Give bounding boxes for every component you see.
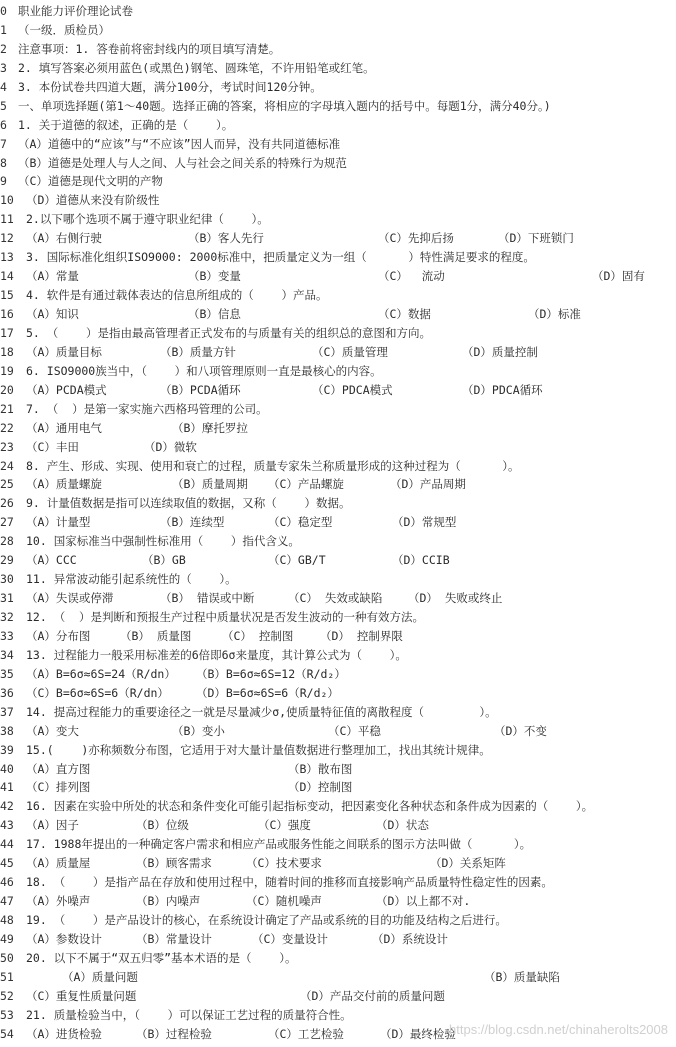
- line-text: （B）质量方针: [160, 344, 236, 359]
- text-line: [0, 324, 676, 343]
- line-text: 10. 国家标准当中强制性标准用（ ）指代含义。: [26, 534, 300, 549]
- line-text: （B）位级: [136, 818, 189, 833]
- line-text: （D） 失败或终止: [408, 591, 503, 606]
- text-line: [0, 2, 676, 21]
- line-number: 34: [0, 647, 14, 662]
- line-number: 20: [0, 382, 14, 397]
- line-number: 26: [0, 496, 14, 511]
- line-number: 25: [0, 477, 14, 492]
- line-text: （D）标准: [528, 307, 581, 321]
- line-number: 35: [0, 666, 14, 681]
- line-text: （B）变小: [172, 723, 225, 738]
- line-text: （B）质量周期: [172, 477, 248, 492]
- line-number: 3: [0, 60, 7, 75]
- text-line: [0, 267, 676, 286]
- line-number: 1: [0, 22, 7, 37]
- line-text: （A）分布图: [26, 628, 91, 643]
- line-text: （C）产品螺旋: [268, 477, 344, 492]
- line-number: 46: [0, 875, 14, 890]
- line-number: 51: [0, 969, 14, 984]
- text-line: [0, 135, 676, 154]
- text-line: [0, 154, 676, 173]
- line-text: （C） 控制图: [222, 628, 294, 643]
- text-line: [0, 419, 676, 438]
- line-number: 37: [0, 704, 14, 719]
- line-number: 50: [0, 950, 14, 965]
- line-number: 2: [0, 41, 7, 56]
- text-line: [0, 968, 676, 987]
- line-text: 一、单项选择题(第1～40题。选择正确的答案，将相应的字母填入题内的括号中。每题1分，满分40分。): [18, 98, 551, 113]
- line-text: （B） 质量图: [120, 628, 192, 643]
- line-text: 15.( )亦称频数分布图，它适用于对大量计量值数据进行整理加工，找出其统计规律。: [26, 742, 491, 757]
- line-text: （D）最终检验: [380, 1026, 456, 1041]
- line-text: 18. （ ）是指产品在存放和使用过程中，随着时间的推移而直接影响产品质量特性稳定性的因素。: [26, 875, 553, 890]
- line-text: （B）GB: [142, 553, 186, 568]
- line-text: （C）技术要求: [246, 856, 322, 871]
- line-text: 4. 软件是有通过载体表达的信息所组成的（ ）产品。: [26, 288, 328, 303]
- line-text: （D）产品交付前的质量问题: [300, 988, 445, 1003]
- text-line: [0, 40, 676, 59]
- text-line: [0, 797, 676, 816]
- line-text: （A）进货检验: [26, 1026, 102, 1041]
- line-number: 39: [0, 742, 14, 757]
- line-text: （D）质量控制: [462, 344, 538, 359]
- text-line: [0, 343, 676, 362]
- text-line: [0, 949, 676, 968]
- line-number: 23: [0, 439, 14, 454]
- line-number: 49: [0, 931, 14, 946]
- line-text: 注意事项：1. 答卷前将密封线内的项目填写清楚。: [18, 41, 281, 56]
- line-text: 2. 填写答案必须用蓝色(或黑色)钢笔、圆珠笔，不许用铅笔或红笔。: [18, 60, 375, 75]
- line-text: 9. 计量值数据是指可以连续取值的数据，又称（ ）数据。: [26, 496, 351, 511]
- line-text: （A）参数设计: [26, 931, 102, 946]
- text-line: [0, 608, 676, 627]
- line-text: （A）PCDA模式: [26, 382, 107, 397]
- line-text: （A）直方图: [26, 761, 91, 776]
- text-line: [0, 930, 676, 949]
- text-line: [0, 627, 676, 646]
- line-text: （A）变大: [26, 723, 79, 738]
- line-number: 4: [0, 79, 7, 94]
- text-line: [0, 513, 676, 532]
- line-text: （B）PCDA循环: [160, 382, 241, 397]
- line-text: 14. 提高过程能力的重要途径之一就是尽量减少σ,使质量特征值的离散程度（ ）。: [26, 704, 497, 719]
- text-line: [0, 305, 676, 324]
- line-text: （B）道德是处理人与人之间、人与社会之间关系的特殊行为规范: [18, 155, 347, 170]
- line-number: 31: [0, 591, 14, 606]
- line-text: 21. 质量检验当中，（ ）可以保证工艺过程的质量符合性。: [26, 1007, 352, 1022]
- text-line: [0, 97, 676, 116]
- line-number: 43: [0, 818, 14, 833]
- line-number: 10: [0, 193, 14, 208]
- text-line: [0, 873, 676, 892]
- text-line: [0, 475, 676, 494]
- line-text: （C）PDCA模式: [312, 382, 393, 397]
- line-text: 11. 异常波动能引起系统性的（ ）。: [26, 572, 237, 587]
- text-line: [0, 816, 676, 835]
- line-text: （A）右侧行驶: [26, 231, 102, 246]
- line-text: （C）GB/T: [268, 553, 326, 568]
- line-number: 29: [0, 553, 14, 568]
- document-body: [0, 2, 676, 1044]
- line-number: 17: [0, 325, 14, 340]
- line-text: （A）质量屋: [26, 856, 91, 871]
- text-line: [0, 722, 676, 741]
- text-line: [0, 551, 676, 570]
- line-number: 47: [0, 894, 14, 909]
- line-number: 27: [0, 515, 14, 530]
- line-text: （B）摩托罗拉: [172, 420, 248, 435]
- line-text: （C）变量设计: [252, 931, 328, 946]
- line-number: 53: [0, 1007, 14, 1022]
- line-number: 5: [0, 98, 7, 113]
- line-number: 0: [0, 4, 7, 18]
- line-number: 54: [0, 1026, 14, 1041]
- line-number: 18: [0, 344, 14, 359]
- line-text: 2.以下哪个选项不属于遵守职业纪律（ ）。: [26, 212, 269, 227]
- line-text: （B）内噪声: [136, 894, 201, 909]
- line-text: （A）常量: [26, 269, 79, 284]
- line-text: （D）下班锁门: [498, 231, 574, 246]
- text-line: [0, 362, 676, 381]
- line-number: 19: [0, 363, 14, 378]
- line-text: 职业能力评价理论试卷: [18, 4, 133, 18]
- line-number: 7: [0, 136, 7, 151]
- line-text: （一级．质检员）: [18, 22, 110, 37]
- text-line: [0, 684, 676, 703]
- line-text: （B）顾客需求: [136, 856, 212, 871]
- line-text: 8. 产生、形成、实现、使用和衰亡的过程，质量专家朱兰称质量形成的这种过程为（ ）。: [26, 458, 520, 473]
- text-line: [0, 286, 676, 305]
- line-text: 17. 1988年提出的一种确定客户需求和相应产品或服务性能之间联系的图示方法叫做（ ）。: [26, 837, 532, 852]
- line-text: （A）外噪声: [26, 894, 91, 909]
- line-number: 16: [0, 307, 14, 321]
- text-line: [0, 703, 676, 722]
- line-number: 48: [0, 913, 14, 927]
- line-number: 14: [0, 269, 14, 284]
- line-text: 19. （ ）是产品设计的核心，在系统设计确定了产品或系统的目的功能及结构之后进行。: [26, 913, 507, 927]
- line-text: （B） 错误或中断: [160, 591, 255, 606]
- line-text: 1. 关于道德的叙述，正确的是（ ）。: [18, 117, 234, 132]
- line-text: （B）客人先行: [188, 231, 264, 246]
- line-number: 21: [0, 401, 14, 416]
- line-number: 6: [0, 117, 7, 132]
- line-text: （B）B=6σ≈6S=12（R/d₂）: [196, 666, 346, 681]
- line-text: （C）道德是现代文明的产物: [18, 174, 163, 189]
- text-line: [0, 457, 676, 476]
- line-text: （A）失误或停滞: [26, 591, 114, 606]
- text-line: [0, 532, 676, 551]
- text-line: [0, 892, 676, 911]
- line-number: 45: [0, 856, 14, 871]
- line-text: （A）通用电气: [26, 420, 102, 435]
- line-text: （C）重复性质量问题: [26, 988, 137, 1003]
- line-text: （D）以上都不对.: [376, 894, 471, 909]
- line-text: 3. 国际标准化组织ISO9000: 2000标准中，把质量定义为一组（ ）特性满足要求的程度。: [26, 250, 535, 265]
- text-line: [0, 911, 676, 930]
- line-text: （B）信息: [188, 307, 241, 321]
- line-text: （A）质量问题: [62, 969, 138, 984]
- line-text: （A）质量目标: [26, 344, 102, 359]
- line-text: （D）控制图: [288, 780, 353, 795]
- text-line: [0, 116, 676, 135]
- line-text: （C）强度: [258, 818, 311, 833]
- text-line: [0, 760, 676, 779]
- line-number: 30: [0, 572, 14, 587]
- line-text: （B）连续型: [160, 515, 225, 530]
- watermark: https://blog.csdn.net/chinaherolts2008: [449, 1022, 668, 1037]
- text-line: [0, 229, 676, 248]
- line-text: （D）状态: [376, 818, 429, 833]
- line-number: 8: [0, 155, 7, 170]
- line-text: 20. 以下不属于“双五归零”基本术语的是（ ）。: [26, 950, 297, 965]
- line-text: （C）稳定型: [268, 515, 333, 530]
- line-number: 33: [0, 628, 14, 643]
- line-text: （C）排列图: [26, 780, 91, 795]
- text-line: [0, 191, 676, 210]
- line-text: （C）随机噪声: [246, 894, 322, 909]
- line-text: （B）常量设计: [136, 931, 212, 946]
- line-number: 42: [0, 799, 14, 814]
- line-text: （A）道德中的“应该”与“不应该”因人而异，没有共同道德标准: [18, 136, 341, 151]
- text-line: [0, 438, 676, 457]
- line-text: 16. 因素在实验中所处的状态和条件变化可能引起指标变动，把因素变化各种状态和条件成为因素的（ ）。: [26, 799, 594, 814]
- line-text: （D）关系矩阵: [430, 856, 506, 871]
- line-text: （A）CCC: [26, 553, 77, 568]
- line-text: （C）数据: [378, 307, 431, 321]
- line-text: 5. （ ）是指由最高管理者正式发布的与质量有关的组织总的意图和方向。: [26, 325, 431, 340]
- text-line: [0, 854, 676, 873]
- line-number: 12: [0, 231, 14, 246]
- text-line: [0, 59, 676, 78]
- line-number: 52: [0, 988, 14, 1003]
- line-text: 7. （ ）是第一家实施六西格玛管理的公司。: [26, 401, 268, 416]
- line-text: （D）不变: [494, 723, 547, 738]
- line-text: （C） 失效或缺陷: [288, 591, 383, 606]
- text-line: [0, 210, 676, 229]
- line-text: （C）平稳: [328, 723, 381, 738]
- line-number: 24: [0, 458, 14, 473]
- line-number: 11: [0, 212, 14, 227]
- line-text: 3. 本份试卷共四道大题，满分100分，考试时间120分钟。: [18, 79, 322, 94]
- line-number: 36: [0, 685, 14, 700]
- text-line: [0, 778, 676, 797]
- line-text: （C）先抑后扬: [378, 231, 454, 246]
- text-line: [0, 381, 676, 400]
- text-line: [0, 400, 676, 419]
- line-text: （D）B=6σ≈6S=6（R/d₂）: [196, 685, 339, 700]
- text-line: [0, 172, 676, 191]
- line-text: （D）固有: [592, 269, 645, 284]
- line-text: （A）计量型: [26, 515, 91, 530]
- line-number: 13: [0, 250, 14, 265]
- line-text: 13. 过程能力一般采用标准差的6倍即6σ来量度，其计算公式为（ ）。: [26, 647, 407, 662]
- line-text: （B）散布图: [288, 761, 353, 776]
- line-text: （D）微软: [144, 439, 197, 454]
- line-text: （B）过程检验: [136, 1026, 212, 1041]
- line-number: 15: [0, 288, 14, 303]
- line-number: 32: [0, 610, 14, 624]
- line-text: （B）变量: [188, 269, 241, 284]
- text-line: [0, 835, 676, 854]
- text-line: [0, 665, 676, 684]
- line-text: （B）质量缺陷: [484, 969, 560, 984]
- line-text: （D）PDCA循环: [462, 382, 543, 397]
- line-number: 41: [0, 780, 14, 795]
- line-text: （C）工艺检验: [268, 1026, 344, 1041]
- line-text: （C）B=6σ≈6S=6（R/dn）: [26, 685, 169, 700]
- line-text: （C） 流动: [378, 269, 445, 284]
- text-line: [0, 494, 676, 513]
- text-line: [0, 570, 676, 589]
- line-number: 22: [0, 420, 14, 435]
- line-text: （D） 控制界限: [320, 628, 403, 643]
- line-text: （D）CCIB: [392, 553, 450, 568]
- line-text: （D）道德从来没有阶级性: [26, 193, 160, 208]
- line-number: 44: [0, 837, 14, 852]
- line-text: （D）产品周期: [390, 477, 466, 492]
- line-number: 40: [0, 761, 14, 776]
- text-line: [0, 646, 676, 665]
- line-text: （A）B=6σ≈6S=24（R/dn）: [26, 666, 176, 681]
- text-line: [0, 987, 676, 1006]
- text-line: [0, 21, 676, 40]
- line-number: 28: [0, 534, 14, 549]
- line-number: 9: [0, 174, 7, 189]
- text-line: [0, 248, 676, 267]
- line-text: （A）知识: [26, 307, 79, 321]
- line-text: （D）系统设计: [372, 931, 448, 946]
- line-number: 38: [0, 723, 14, 738]
- line-text: （A）质量螺旋: [26, 477, 102, 492]
- line-text: （C）质量管理: [312, 344, 388, 359]
- line-text: 6. ISO9000族当中，（ ）和八项管理原则一直是最核心的内容。: [26, 363, 382, 378]
- line-text: 12. （ ）是判断和预报生产过程中质量状况是否发生波动的一种有效方法。: [26, 610, 425, 624]
- text-line: [0, 741, 676, 760]
- line-text: （D）常规型: [392, 515, 457, 530]
- line-text: （C）丰田: [26, 439, 79, 454]
- text-line: [0, 78, 676, 97]
- text-line: [0, 589, 676, 608]
- line-text: （A）因子: [26, 818, 79, 833]
